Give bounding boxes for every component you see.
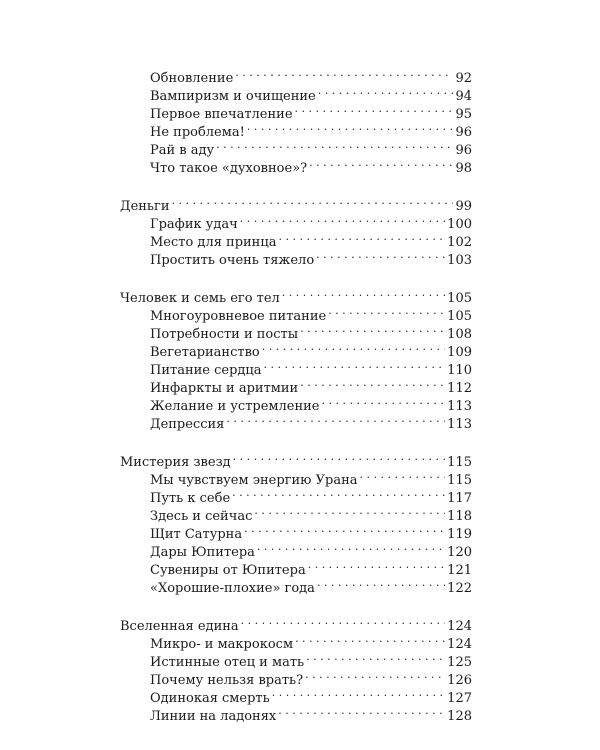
toc-page-number: 96	[455, 125, 472, 140]
toc-entry-title: Дары Юпитера	[150, 545, 255, 560]
toc-entry-title: Сувениры от Юпитера	[150, 563, 306, 578]
toc-entry-title: Истинные отец и мать	[150, 655, 305, 670]
toc-entry-title: Многоуровневое питание	[150, 309, 327, 324]
toc-entry-title: Питание сердца	[150, 363, 262, 378]
toc-subentry	[0, 356, 472, 378]
toc-entry-title: Первое впечатление	[150, 107, 293, 122]
dot-leader	[233, 448, 446, 466]
toc-subentry	[0, 302, 472, 324]
toc-entry-title: Почему нельзя врать?	[150, 673, 304, 688]
dot-leader	[262, 338, 445, 356]
toc-page-number: 113	[447, 399, 472, 414]
toc-page-number: 125	[447, 655, 472, 670]
toc-chapter-entry	[0, 612, 472, 634]
toc-chapter-entry	[0, 448, 472, 470]
dot-leader	[360, 466, 446, 484]
dot-leader	[300, 320, 445, 338]
dot-leader	[257, 538, 445, 556]
toc-subentry	[0, 320, 472, 342]
toc-entry-title: Потребности и посты	[150, 327, 299, 342]
toc-subentry	[0, 374, 472, 396]
toc-section	[0, 284, 472, 432]
toc-entry-title: Обновление	[150, 71, 234, 86]
toc-entry-title: Что такое «духовное»?	[150, 161, 308, 176]
toc-page-number: 109	[447, 345, 472, 360]
toc-subentry	[0, 246, 472, 268]
toc-subentry	[0, 210, 472, 232]
toc-chapter-entry	[0, 284, 472, 306]
dot-leader	[272, 684, 445, 702]
toc-subentry	[0, 502, 472, 524]
toc-entry-title: «Хорошие-плохие» года	[150, 581, 315, 596]
toc-entry-title: Деньги	[120, 199, 170, 214]
toc-page-number: 122	[447, 581, 472, 596]
toc-page-number: 105	[447, 309, 472, 324]
dot-leader	[282, 284, 445, 302]
toc-subentry	[0, 630, 472, 652]
toc-page-number: 102	[447, 235, 472, 250]
toc-entry-title: Человек и семь его тел	[120, 291, 280, 306]
toc-entry-title: Мы чувствуем энергию Урана	[150, 473, 358, 488]
toc-page-number: 115	[447, 455, 472, 470]
toc-page-number: 100	[447, 217, 472, 232]
toc-subentry	[0, 702, 472, 724]
toc-subentry	[0, 338, 472, 360]
toc-entry-title: Вампиризм и очищение	[150, 89, 316, 104]
dot-leader	[247, 118, 454, 136]
dot-leader	[278, 228, 445, 246]
toc-entry-title: Мистерия звезд	[120, 455, 231, 470]
toc-subentry	[0, 484, 472, 506]
toc-page-number: 126	[447, 673, 472, 688]
toc-page-number: 94	[455, 89, 472, 104]
toc-subentry	[0, 228, 472, 250]
dot-leader	[308, 556, 445, 574]
dot-leader	[232, 484, 445, 502]
toc-page-number: 108	[447, 327, 472, 342]
table-of-contents	[0, 64, 600, 740]
toc-page-number: 127	[447, 691, 472, 706]
toc-subentry	[0, 466, 472, 488]
toc-chapter-entry	[0, 192, 472, 214]
toc-subentry	[0, 648, 472, 670]
toc-subentry	[0, 64, 472, 86]
dot-leader	[264, 356, 446, 374]
dot-leader	[244, 520, 445, 538]
toc-entry-title: Путь к себе	[150, 491, 231, 506]
dot-leader	[241, 612, 446, 630]
dot-leader	[316, 246, 445, 264]
dot-leader	[295, 630, 445, 648]
toc-page-number: 92	[455, 71, 472, 86]
dot-leader	[305, 666, 445, 684]
dot-leader	[254, 502, 445, 520]
dot-leader	[328, 302, 445, 320]
toc-entry-title: Щит Сатурна	[150, 527, 243, 542]
toc-page-number: 103	[447, 253, 472, 268]
toc-subentry	[0, 574, 472, 596]
toc-page-number: 119	[447, 527, 472, 542]
toc-page-number: 96	[455, 143, 472, 158]
toc-page-number: 99	[455, 199, 472, 214]
toc-section	[0, 192, 472, 268]
toc-entry-title: Линии на ладонях	[150, 709, 277, 724]
toc-entry-title: Простить очень тяжело	[150, 253, 315, 268]
toc-subentry	[0, 154, 472, 176]
dot-leader	[309, 154, 453, 172]
dot-leader	[216, 136, 453, 154]
toc-entry-title: График удач	[150, 217, 238, 232]
dot-leader	[295, 100, 454, 118]
toc-page-number: 118	[447, 509, 472, 524]
dot-leader	[235, 64, 453, 82]
toc-section	[0, 64, 472, 176]
toc-entry-title: Микро- и макрокосм	[150, 637, 294, 652]
toc-entry-title: Инфаркты и аритмии	[150, 381, 299, 396]
dot-leader	[318, 82, 454, 100]
dot-leader	[226, 410, 445, 428]
toc-page-number: 128	[447, 709, 472, 724]
toc-subentry	[0, 666, 472, 688]
dot-leader	[306, 648, 445, 666]
toc-subentry	[0, 556, 472, 578]
toc-page-number: 95	[455, 107, 472, 122]
toc-subentry	[0, 684, 472, 706]
dot-leader	[321, 392, 445, 410]
toc-page-number: 121	[447, 563, 472, 578]
dot-leader	[300, 374, 445, 392]
toc-page-number: 105	[447, 291, 472, 306]
toc-page-number: 117	[447, 491, 472, 506]
toc-page-number: 124	[447, 619, 472, 634]
toc-subentry	[0, 538, 472, 560]
toc-page-number: 124	[447, 637, 472, 652]
toc-page-number: 120	[447, 545, 472, 560]
toc-entries	[0, 64, 472, 724]
dot-leader	[278, 702, 445, 720]
toc-subentry	[0, 392, 472, 414]
toc-entry-title: Депрессия	[150, 417, 225, 432]
toc-entry-title: Вегетарианство	[150, 345, 260, 360]
toc-entry-title: Вселенная едина	[120, 619, 239, 634]
toc-entry-title: Здесь и сейчас	[150, 509, 253, 524]
toc-subentry	[0, 100, 472, 122]
toc-subentry	[0, 136, 472, 158]
toc-section	[0, 448, 472, 596]
toc-entry-title: Не проблема!	[150, 125, 245, 140]
dot-leader	[240, 210, 445, 228]
toc-subentry	[0, 82, 472, 104]
dot-leader	[171, 192, 453, 210]
toc-entry-title: Рай в аду	[150, 143, 215, 158]
toc-section	[0, 612, 472, 724]
toc-page-number: 110	[447, 363, 472, 378]
toc-subentry	[0, 410, 472, 432]
toc-entry-title: Желание и устремление	[150, 399, 320, 414]
toc-page-number: 113	[447, 417, 472, 432]
toc-entry-title: Место для принца	[150, 235, 277, 250]
toc-subentry	[0, 520, 472, 542]
toc-page-number: 98	[455, 161, 472, 176]
toc-subentry	[0, 118, 472, 140]
dot-leader	[317, 574, 445, 592]
toc-entry-title: Одинокая смерть	[150, 691, 270, 706]
toc-page-number: 112	[447, 381, 472, 396]
toc-page-number: 115	[447, 473, 472, 488]
